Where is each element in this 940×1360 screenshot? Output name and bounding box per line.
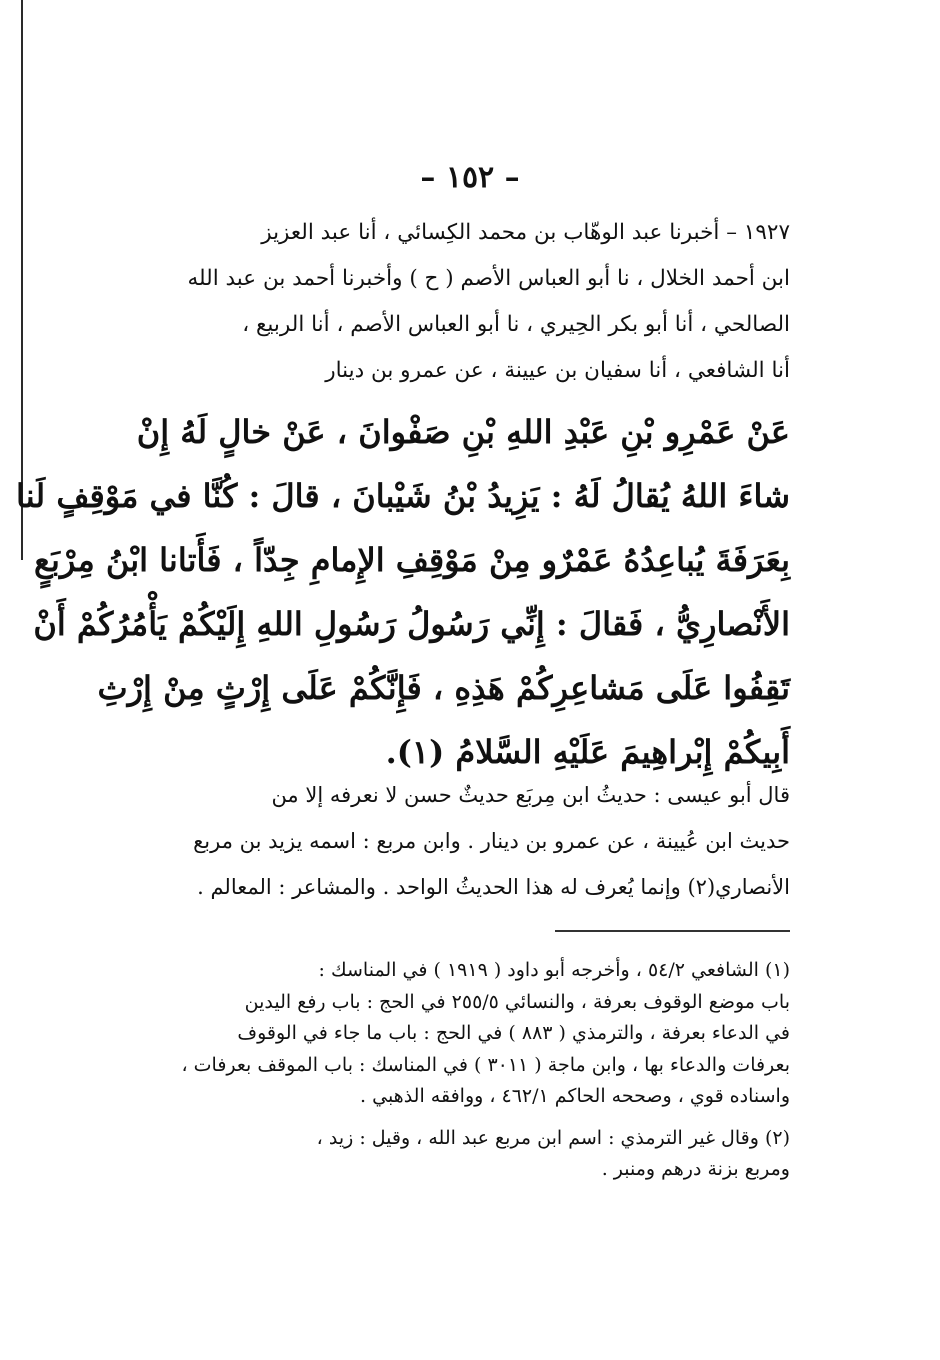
footnote-line: ومربع بزنة درهم ومنبر . bbox=[601, 1158, 790, 1180]
footnote-1 bbox=[128, 955, 790, 1113]
footnote-line: بعرفات والدعاء بها ، وابن ماجة ( ٣٠١١ ) في المناسك : باب الموقف بعرفات ، bbox=[181, 1053, 790, 1076]
hadith-line: شاءَ اللهُ يُقالُ لَهُ : يَزِيدُ بْنُ شَيْبانَ ، قالَ : كُنَّا في مَوْقِفٍ لَنا bbox=[16, 477, 790, 515]
commentary-line: قال أبو عيسى : حديثُ ابن مِربَع حديثٌ حسن لا نعرفه إلا من bbox=[271, 783, 790, 807]
hadith-text bbox=[16, 400, 790, 784]
isnad-line: الصالحي ، أنا أبو بكر الحِيري ، نا أبو العباس الأصم ، أنا الربيع ، bbox=[242, 312, 790, 337]
footnote-2 bbox=[128, 1123, 790, 1186]
footnote-line: في الدعاء بعرفة ، والترمذي ( ٨٨٣ ) في الحج : باب ما جاء في الوقوف bbox=[237, 1022, 790, 1044]
hadith-line: الأَنْصارِيُّ ، فَقالَ : إِنِّي رَسُولُ رَسُولِ اللهِ إِلَيْكُمْ يَأْمُرُكُمْ أَنْ bbox=[33, 605, 790, 643]
footnote-line: (١) الشافعي ٥٤/٢ ، وأخرجه أبو داود ( ١٩١٩ ) في المناسك : bbox=[318, 959, 790, 981]
footnote-line: واسناده قوي ، وصححه الحاكم ٤٦٢/١ ، ووافقه الذهبي . bbox=[360, 1085, 790, 1107]
footnote-separator bbox=[555, 930, 790, 932]
isnad-line: ١٩٢٧ – أخبرنا عبد الوهّاب بن محمد الكِسائي ، أنا عبد العزيز bbox=[261, 220, 790, 245]
isnad-paragraph bbox=[128, 210, 790, 394]
hadith-line: تَقِفُوا عَلَى مَشاعِرِكُمْ هَذِهِ ، فَإِنَّكُمْ عَلَى إِرْثٍ مِنْ إِرْثِ bbox=[97, 669, 790, 707]
commentary-paragraph bbox=[128, 772, 790, 910]
isnad-line: ابن أحمد الخلال ، نا أبو العباس الأصم ( ح ) وأخبرنا أحمد بن عبد الله bbox=[187, 266, 790, 291]
footnote-line: باب موضع الوقوف بعرفة ، والنسائي ٢٥٥/٥ في الحج : باب رفع اليدين bbox=[244, 990, 790, 1013]
footnote-line: (٢) وقال غير الترمذي : اسم ابن مربع عبد الله ، وقيل : زيد ، bbox=[316, 1126, 790, 1149]
footnotes bbox=[128, 955, 790, 1186]
isnad-line: أنا الشافعي ، أنا سفيان بن عيينة ، عن عمرو بن دينار bbox=[325, 358, 790, 383]
hadith-line: بِعَرَفَةَ يُباعِدُهُ عَمْرٌو مِنْ مَوْقِفِ الإِمامِ جِدّاً ، فَأَتانا ابْنُ مِرْبَعٍ bbox=[33, 541, 790, 579]
hadith-line: أَبِيكُمْ إِبْراهِيمَ عَلَيْهِ السَّلامُ (١). bbox=[385, 733, 790, 771]
commentary-line: حديث ابن عُيينة ، عن عمرو بن دينار . وابن مربع : اسمه يزيد بن مربع bbox=[193, 829, 790, 853]
hadith-line: عَنْ عَمْرِو بْنِ عَبْدِ اللهِ بْنِ صَفْوانَ ، عَنْ خالٍ لَهُ إِنْ bbox=[136, 413, 790, 451]
commentary-line: الأنصاري(٢) وإنما يُعرف له هذا الحديثُ الواحد . والمشاعر : المعالم . bbox=[197, 875, 790, 899]
page-number: – ١٥٢ – bbox=[420, 160, 520, 195]
